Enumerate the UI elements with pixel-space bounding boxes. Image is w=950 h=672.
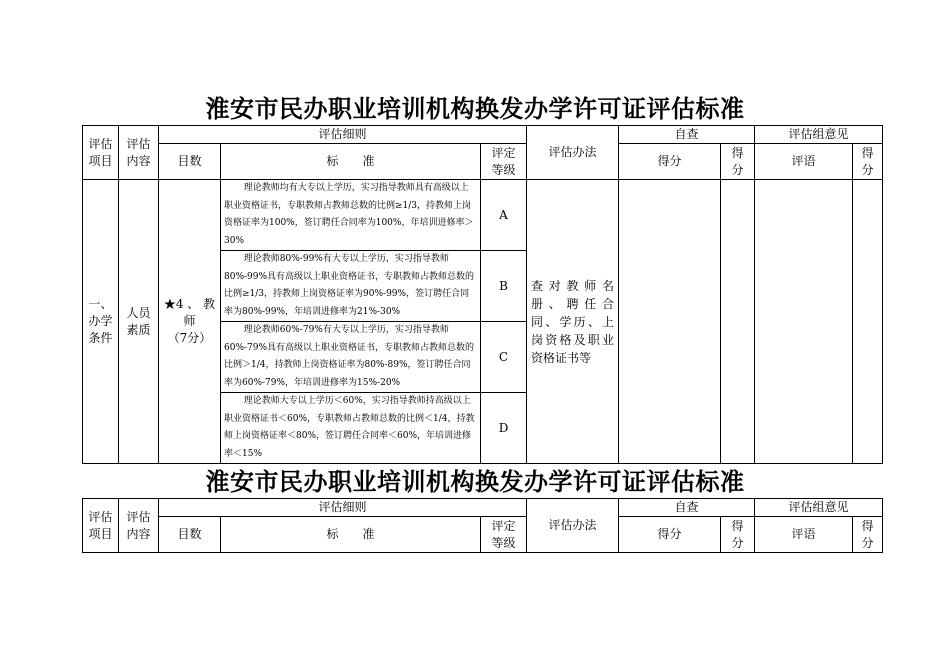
header-grade: 评定 等级 (481, 517, 527, 553)
header-group-opinion: 评估组意见 (755, 126, 883, 144)
header-method: 评估办法 (527, 499, 619, 553)
evaluation-method: 查对教师名册、聘任合同、学历、上岗资格及职业资格证书等 (527, 180, 619, 464)
grade-c: C (481, 322, 527, 393)
header-item: 评估 项目 (83, 126, 119, 180)
self-score-cell[interactable] (619, 180, 721, 464)
header-score-short: 得 分 (721, 144, 755, 180)
header-standard: 标 准 (221, 144, 481, 180)
header-comment: 评语 (755, 144, 853, 180)
page-title: 淮安市民办职业培训机构换发办学许可证评估标准 (205, 95, 745, 123)
header-mushu: 目数 (159, 144, 221, 180)
header-grade: 评定 等级 (481, 144, 527, 180)
criterion-c: 理论教师60%-79%有大专以上学历，实习指导教师60%-79%具有高级以上职业资格证书，专职教师占教师总数的比例＞1/4，持教师上岗资格证率为80%-89%，签订聘任合同率为60%-79%，年培训进修率为15%-20% (221, 322, 481, 393)
header-group-opinion: 评估组意见 (755, 499, 883, 517)
self-score-short-cell[interactable] (721, 180, 755, 464)
evaluation-table (82, 125, 883, 464)
header-score: 得分 (619, 517, 721, 553)
header-self-check: 自查 (619, 126, 755, 144)
criterion-a: 理论教师均有大专以上学历，实习指导教师具有高级以上职业资格证书，专职教师占教师总数的比例≥1/3，持教师上岗资格证率为100%，签订聘任合同率为100%，年培训进修率＞30% (221, 180, 481, 251)
header-method: 评估办法 (527, 126, 619, 180)
section-item: 一、 办学 条件 (83, 180, 119, 464)
header-group-score: 得 分 (853, 144, 883, 180)
header-details: 评估细则 (159, 499, 527, 517)
section-mushu: ★4 、 教 师 （7分） (159, 180, 221, 464)
header-standard: 标 准 (221, 517, 481, 553)
header-item: 评估 项目 (83, 499, 119, 553)
header-score: 得分 (619, 144, 721, 180)
criterion-b: 理论教师80%-99%有大专以上学历，实习指导教师80%-99%具有高级以上职业资格证书，专职教师占教师总数的比例≥1/3，持教师上岗资格证率为90%-99%，签订聘任合同率为80%-99%，年培训进修率为21%-30% (221, 251, 481, 322)
header-mushu: 目数 (159, 517, 221, 553)
criterion-d: 理论教师大专以上学历＜60%，实习指导教师持高级以上职业资格证书＜60%，专职教师占教师总数的比例＜1/4，持教师上岗资格证率＜80%，签订聘任合同率＜60%，年培训进修率＜15% (221, 393, 481, 464)
header-group-score: 得 分 (853, 517, 883, 553)
grade-d: D (481, 393, 527, 464)
header-content: 评估 内容 (119, 499, 159, 553)
section-content: 人员 素质 (119, 180, 159, 464)
header-details: 评估细则 (159, 126, 527, 144)
page-title-repeat: 淮安市民办职业培训机构换发办学许可证评估标准 (205, 468, 745, 496)
header-self-check: 自查 (619, 499, 755, 517)
group-score-cell[interactable] (853, 180, 883, 464)
grade-a: A (481, 180, 527, 251)
evaluation-table-repeat (82, 498, 883, 553)
grade-b: B (481, 251, 527, 322)
header-content: 评估 内容 (119, 126, 159, 180)
group-comment-cell[interactable] (755, 180, 853, 464)
header-score-short: 得 分 (721, 517, 755, 553)
header-comment: 评语 (755, 517, 853, 553)
